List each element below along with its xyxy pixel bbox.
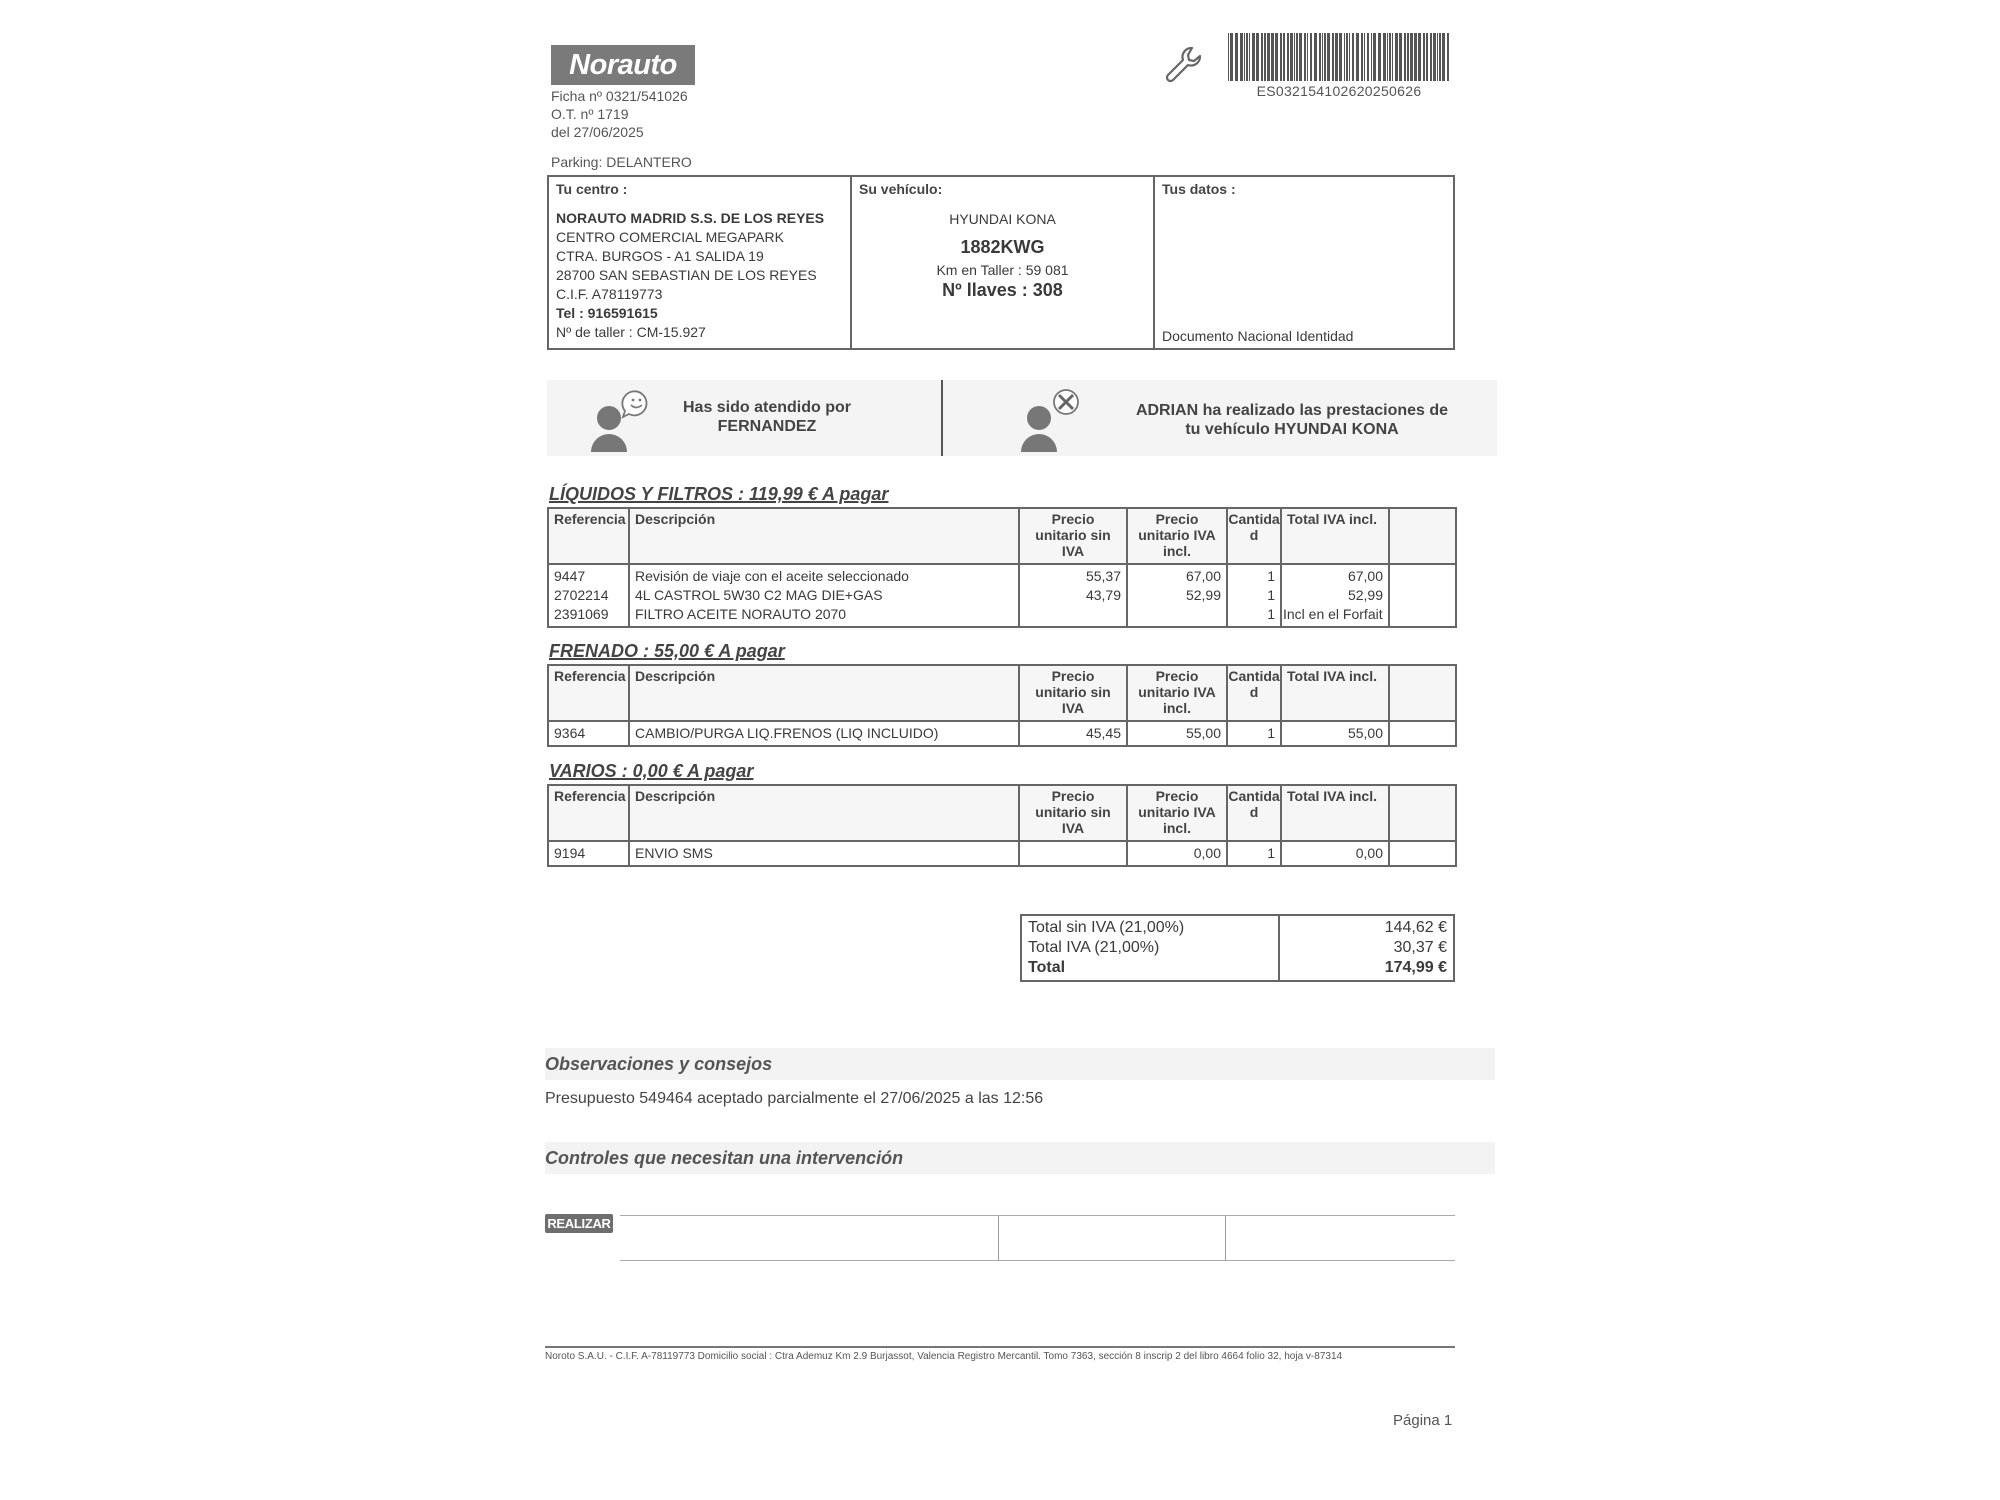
item-quantity-cell [1227, 721, 1281, 746]
item-price-sin-iva: 55,37 [1085, 568, 1121, 584]
total-label: Total [1028, 959, 1066, 976]
item-price-sin-iva-cell [1019, 841, 1127, 866]
item-total: 52,99 [1347, 587, 1383, 603]
observaciones-text: Presupuesto 549464 aceptado parcialmente el 27/06/2025 a las 12:56 [545, 1090, 1044, 1107]
item-quantity-cell [1227, 841, 1281, 866]
vehicle-model: HYUNDAI KONA [949, 211, 1056, 227]
dni-label: Documento Nacional Identidad [1162, 328, 1354, 344]
item-price-sin-iva: 45,45 [1085, 725, 1121, 741]
vehiculo-label: Su vehículo: [859, 181, 943, 197]
item-price-sin-iva-cell [1019, 721, 1127, 746]
col-referencia: Referencia [548, 785, 629, 841]
item-reference-cell [548, 564, 629, 627]
observaciones-heading: Observaciones y consejos [545, 1054, 773, 1074]
total-sin-iva-value: 144,62 € [1384, 919, 1447, 936]
item-description: Revisión de viaje con el aceite seleccionado [635, 568, 909, 584]
banner-divider [941, 380, 943, 456]
attended-by-line: Has sido atendido por [682, 399, 851, 416]
items-table-liquidos [547, 507, 1457, 628]
datos-panel [1155, 177, 1453, 348]
centro-name: NORAUTO MADRID S.S. DE LOS REYES [556, 210, 825, 226]
col-precio-sin-iva: Precio unitario sin IVA [1019, 665, 1127, 721]
item-reference: 2702214 [554, 587, 609, 603]
item-extra-cell [1389, 564, 1456, 627]
order-date: del 27/06/2025 [551, 124, 644, 140]
item-total: 0,00 [1355, 845, 1383, 861]
mechanic-tools-icon [1021, 388, 1093, 452]
norauto-logo [551, 45, 695, 85]
table-header-row [548, 665, 1456, 721]
item-description: 4L CASTROL 5W30 C2 MAG DIE+GAS [635, 587, 883, 603]
advisor-smile-icon [591, 388, 663, 452]
centro-address-1: CENTRO COMERCIAL MEGAPARK [556, 229, 784, 245]
wrench-icon [1162, 42, 1206, 86]
attended-banner [547, 380, 1497, 456]
centro-phone: Tel : 916591615 [556, 305, 658, 321]
col-cantidad: Cantidad [1227, 665, 1281, 721]
centro-panel [549, 177, 852, 348]
item-description: FILTRO ACEITE NORAUTO 2070 [635, 606, 847, 622]
parking-location: Parking: DELANTERO [551, 154, 692, 170]
page-number: Página 1 [1393, 1412, 1453, 1429]
ot-number: O.T. nº 1719 [551, 106, 629, 122]
section-title-varios: VARIOS : 0,00 € A pagar [549, 761, 754, 781]
realizar-badge: REALIZAR [545, 1214, 613, 1233]
item-description: CAMBIO/PURGA LIQ.FRENOS (LIQ INCLUIDO) [635, 725, 939, 741]
item-price-iva-cell [1127, 564, 1227, 627]
col-total: Total IVA incl. [1281, 785, 1389, 841]
vehicle-plate: 1882KWG [960, 237, 1045, 257]
item-total: 55,00 [1347, 725, 1383, 741]
col-descripcion: Descripción [629, 785, 1019, 841]
item-description: ENVIO SMS [635, 845, 713, 861]
item-price-sin-iva-cell [1019, 564, 1127, 627]
item-quantity: 1 [1267, 568, 1275, 584]
item-quantity: 1 [1267, 845, 1275, 861]
col-descripcion: Descripción [629, 665, 1019, 721]
controles-heading-band [545, 1142, 1495, 1174]
totals-box [1020, 914, 1455, 982]
item-price-sin-iva [1025, 844, 1121, 863]
centro-cif: C.I.F. A78119773 [556, 286, 663, 302]
item-description-cell [629, 841, 1019, 866]
col-extra [1389, 508, 1456, 564]
centro-address-2: CTRA. BURGOS - A1 SALIDA 19 [556, 248, 764, 264]
centro-label: Tu centro : [556, 181, 628, 197]
item-reference: 9194 [554, 845, 586, 861]
item-price-iva-cell [1127, 721, 1227, 746]
mechanic-line-2: tu vehículo HYUNDAI KONA [1185, 421, 1399, 438]
item-total: Incl en el Forfait [1283, 606, 1383, 622]
col-precio-sin-iva: Precio unitario sin IVA [1019, 508, 1127, 564]
vehicle-keys: Nº llaves : 308 [942, 280, 1063, 300]
table-row [548, 564, 1456, 627]
logo-text: Norauto [569, 49, 677, 81]
item-price-iva: 52,99 [1185, 587, 1221, 603]
item-price-sin-iva: 43,79 [1085, 587, 1121, 603]
item-price-iva: 0,00 [1193, 845, 1221, 861]
vehiculo-panel [852, 177, 1155, 348]
col-referencia: Referencia [548, 508, 629, 564]
total-value: 174,99 € [1384, 959, 1447, 976]
footer-divider [545, 1346, 1455, 1348]
controles-table [620, 1215, 1455, 1261]
item-description-cell [629, 564, 1019, 627]
item-quantity: 1 [1267, 725, 1275, 741]
item-reference-cell [548, 721, 629, 746]
table-header-row [548, 508, 1456, 564]
barcode-bar [1449, 33, 1450, 81]
centro-taller-number: Nº de taller : CM-15.927 [556, 324, 706, 340]
item-reference: 2391069 [554, 606, 609, 622]
attended-by-text [667, 398, 867, 436]
item-price-iva: 67,00 [1185, 568, 1221, 584]
advisor-name: FERNANDEZ [717, 418, 817, 435]
info-box [547, 175, 1455, 350]
item-price-iva-cell [1127, 841, 1227, 866]
ficha-number: Ficha nº 0321/541026 [551, 88, 688, 104]
controles-divider [1225, 1216, 1226, 1260]
item-price-iva: 55,00 [1185, 725, 1221, 741]
items-table-frenado [547, 664, 1457, 747]
table-row [548, 841, 1456, 866]
col-precio-iva: Precio unitario IVA incl. [1127, 508, 1227, 564]
observaciones-heading-band [545, 1048, 1495, 1080]
col-extra [1389, 665, 1456, 721]
col-cantidad: Cantidad [1227, 508, 1281, 564]
barcode-number: ES032154102620250626 [1256, 83, 1422, 99]
item-total-cell [1281, 841, 1389, 866]
col-cantidad: Cantidad [1227, 785, 1281, 841]
footer-legal: Noroto S.A.U. - C.I.F. A-78119773 Domicilio social : Ctra Ademuz Km 2.9 Burjassot, Valencia Registro Mercantil. Tomo 7363, sección 8 inscrip 2 del libro 4664 folio 32, hoja v-87314 [545, 1351, 1343, 1362]
section-title-liquidos: LÍQUIDOS Y FILTROS : 119,99 € A pagar [549, 484, 889, 504]
item-total-cell [1281, 721, 1389, 746]
col-extra [1389, 785, 1456, 841]
item-price-sin-iva [1025, 605, 1121, 624]
mechanic-text [1107, 401, 1477, 439]
table-header-row [548, 785, 1456, 841]
datos-label: Tus datos : [1162, 181, 1236, 197]
item-quantity-cell [1227, 564, 1281, 627]
item-price-iva [1133, 605, 1221, 624]
centro-address-3: 28700 SAN SEBASTIAN DE LOS REYES [556, 267, 817, 283]
item-reference: 9447 [554, 568, 586, 584]
total-sin-iva-label: Total sin IVA (21,00%) [1028, 919, 1185, 936]
item-extra-cell [1389, 721, 1456, 746]
mechanic-line-1: ADRIAN ha realizado las prestaciones de [1135, 402, 1449, 419]
item-reference: 9364 [554, 725, 586, 741]
item-quantity: 1 [1267, 606, 1275, 622]
item-description-cell [629, 721, 1019, 746]
col-total: Total IVA incl. [1281, 508, 1389, 564]
items-table-varios [547, 784, 1457, 867]
col-precio-iva: Precio unitario IVA incl. [1127, 665, 1227, 721]
col-total: Total IVA incl. [1281, 665, 1389, 721]
total-iva-value: 30,37 € [1393, 939, 1447, 956]
barcode [1228, 33, 1450, 81]
table-row [548, 721, 1456, 746]
col-precio-sin-iva: Precio unitario sin IVA [1019, 785, 1127, 841]
item-reference-cell [548, 841, 629, 866]
item-extra-cell [1389, 841, 1456, 866]
item-total: 67,00 [1347, 568, 1383, 584]
vehicle-km: Km en Taller : 59 081 [936, 262, 1069, 278]
controles-heading: Controles que necesitan una intervención [545, 1148, 904, 1168]
col-descripcion: Descripción [629, 508, 1019, 564]
col-referencia: Referencia [548, 665, 629, 721]
col-precio-iva: Precio unitario IVA incl. [1127, 785, 1227, 841]
total-iva-label: Total IVA (21,00%) [1028, 939, 1160, 956]
section-title-frenado: FRENADO : 55,00 € A pagar [549, 641, 785, 661]
item-quantity: 1 [1267, 587, 1275, 603]
controles-divider [998, 1216, 999, 1260]
item-total-cell [1281, 564, 1389, 627]
